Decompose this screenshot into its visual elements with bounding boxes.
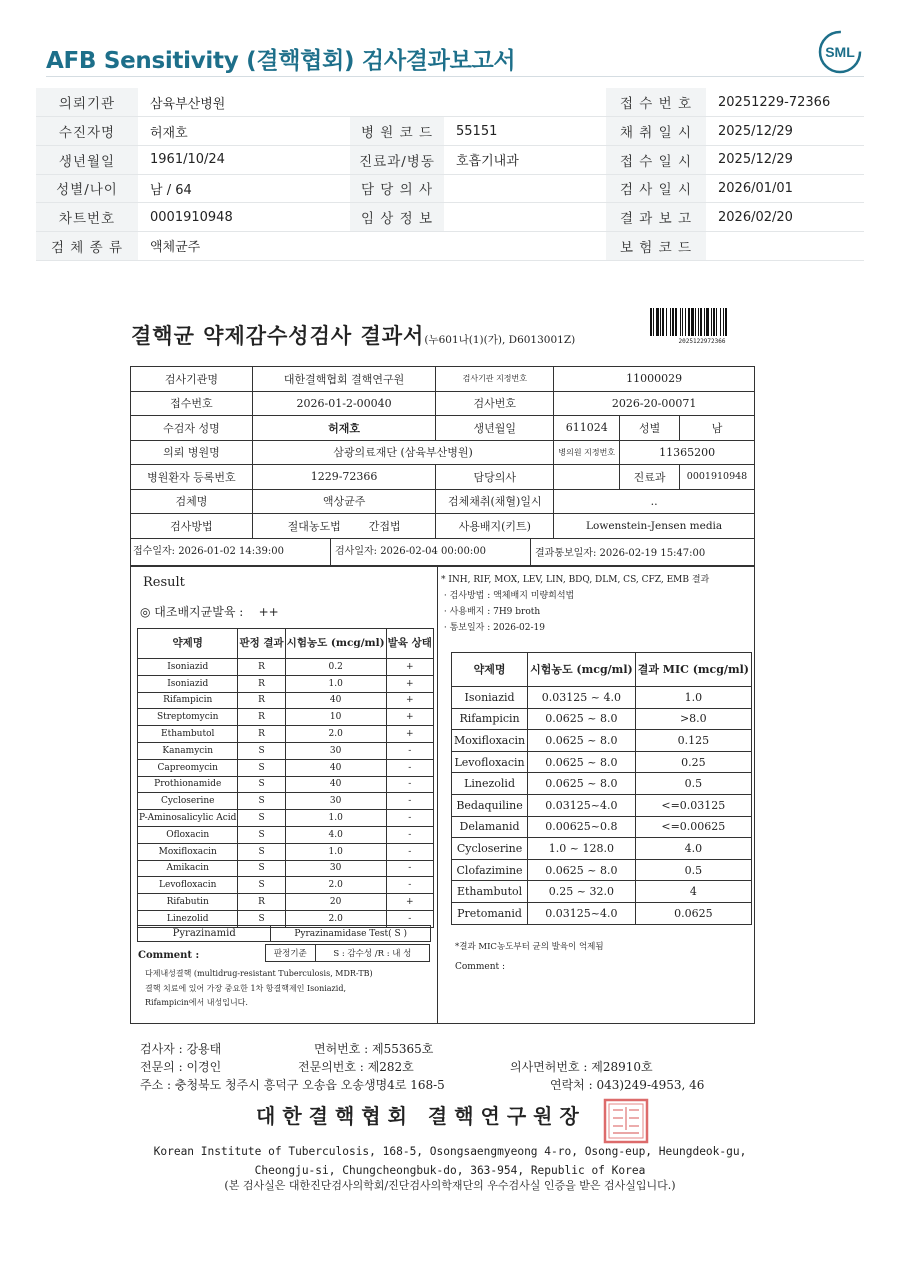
mic-result: 0.25	[635, 751, 751, 773]
medium-label: 사용배지(키트)	[436, 514, 554, 539]
mic-row	[452, 859, 752, 881]
growth-status: -	[386, 826, 433, 843]
mic-row	[452, 816, 752, 838]
mic-range: 0.0625 ~ 8.0	[528, 708, 636, 730]
pyrazinamide-test: Pyrazinamidase Test( S )	[271, 926, 431, 942]
org-code-label: 검사기관 지정번호	[436, 367, 554, 392]
mic-drug: Pretomanid	[452, 902, 528, 924]
barcode-bar	[691, 308, 694, 336]
header-label-l1: 성별/나이	[36, 174, 138, 203]
barcode-bar	[666, 308, 667, 336]
specimen-label: 검체명	[131, 489, 253, 514]
medium: Lowenstein-Jensen media	[554, 514, 755, 539]
judgement: S	[238, 810, 285, 827]
header-label-l3: 접 수 번 호	[606, 88, 706, 117]
mic-result: 0.125	[635, 730, 751, 752]
barcode-bar	[698, 308, 699, 336]
concentration: 2.0	[285, 910, 386, 927]
method	[252, 514, 436, 539]
header-label-l3: 검 사 일 시	[606, 174, 706, 203]
title-divider	[46, 76, 864, 77]
mic-result: 0.0625	[635, 902, 751, 924]
mic-row	[452, 881, 752, 903]
mic-range: 0.25 ~ 32.0	[528, 881, 636, 903]
header-row	[36, 117, 864, 146]
reg: 1229-72366	[252, 465, 436, 490]
mic-result: <=0.03125	[635, 794, 751, 816]
sex: 남	[680, 416, 755, 441]
logo-text: SML	[825, 44, 855, 60]
birth-label: 생년월일	[436, 416, 554, 441]
lt-header-conc: 시험농도 (mcg/ml)	[285, 629, 386, 659]
rt-header-conc: 시험농도 (mcg/ml)	[528, 653, 636, 687]
tested-date: 검사일자: 2026-02-04 00:00:00	[331, 539, 531, 565]
mic-range: 0.03125 ~ 4.0	[528, 687, 636, 709]
drug-name: Ethambutol	[138, 726, 238, 743]
drug-name: Capreomycin	[138, 759, 238, 776]
dept-label: 진료과	[620, 465, 680, 490]
org: 대한결핵협회 결핵연구원	[252, 367, 436, 392]
mic-drug: Ethambutol	[452, 881, 528, 903]
header-value-v1: 0001910948	[138, 203, 350, 232]
judgement: R	[238, 894, 285, 911]
drug-row	[138, 776, 434, 793]
license: 면허번호 : 제55365호	[314, 1042, 434, 1056]
growth-status: -	[386, 910, 433, 927]
growth-status: +	[386, 659, 433, 676]
concentration: 2.0	[285, 726, 386, 743]
header-row	[36, 145, 864, 174]
concentration: 1.0	[285, 810, 386, 827]
mic-result: >8.0	[635, 708, 751, 730]
judgement: S	[238, 826, 285, 843]
header-label-l2: 임 상 정 보	[350, 203, 444, 232]
barcode-bar	[653, 308, 654, 336]
mic-result: <=0.00625	[635, 816, 751, 838]
pyrazinamide-label: Pyrazinamid	[138, 926, 271, 942]
concentration: 40	[285, 776, 386, 793]
mic-row	[452, 751, 752, 773]
header-label-l2	[350, 88, 444, 117]
mic-row	[452, 902, 752, 924]
page-title: AFB Sensitivity (결핵협회) 검사결과보고서	[46, 48, 516, 74]
mic-row	[452, 794, 752, 816]
method2: 간접법	[368, 519, 401, 533]
header-value-v2	[444, 203, 606, 232]
drug-name: Amikacin	[138, 860, 238, 877]
lt-header-drug: 약제명	[138, 629, 238, 659]
barcode-bar	[650, 308, 652, 336]
mic-row	[452, 708, 752, 730]
absolute-concentration-table	[137, 628, 434, 928]
growth-status: +	[386, 709, 433, 726]
concentration: 0.2	[285, 659, 386, 676]
mic-result: 0.5	[635, 773, 751, 795]
growth-status: +	[386, 894, 433, 911]
header-label-l1: 생년월일	[36, 145, 138, 174]
header-value-v3: 20251229-72366	[706, 88, 864, 117]
header-value-v1: 허재호	[138, 117, 350, 146]
english-address-line-1: Korean Institute of Tuberculosis, 168-5, Osongsaengmyeong 4-ro, Osong-eup, Heungdeok-gu,	[153, 1145, 747, 1158]
specialist-number: 전문의번호 : 제282호	[298, 1060, 414, 1074]
concentration: 4.0	[285, 826, 386, 843]
contact: 연락처 : 043)249-4953, 46	[550, 1078, 705, 1092]
hospital-label: 의뢰 병원명	[131, 440, 253, 465]
official-seal	[603, 1098, 649, 1144]
collect: ..	[554, 489, 755, 514]
english-address-line-2: Cheongju-si, Chungcheongbuk-do, 363-954, Republic of Korea	[254, 1164, 646, 1177]
notified-date: 결과통보일자: 2026-02-19 15:47:00	[535, 548, 706, 559]
criteria-box	[265, 944, 430, 962]
drug-name: Linezolid	[138, 910, 238, 927]
barcode-bar	[675, 308, 677, 336]
received-date: 접수일자: 2026-01-02 14:39:00	[131, 539, 331, 565]
mic-drug: Linezolid	[452, 773, 528, 795]
method1: 절대농도법	[287, 519, 341, 533]
barcode-bar	[660, 308, 661, 336]
sml-logo	[818, 30, 862, 74]
specialist: 전문의 : 이경인	[140, 1060, 222, 1074]
hosp-code-label: 병의원 지정번호	[554, 440, 620, 465]
mic-row	[452, 773, 752, 795]
barcode-bar	[713, 308, 715, 336]
mic-drug: Rifampicin	[452, 708, 528, 730]
header-value-v3: 2026/02/20	[706, 203, 864, 232]
mic-range: 0.0625 ~ 8.0	[528, 751, 636, 773]
header-value-v2: 호흡기내과	[444, 145, 606, 174]
drug-name: Isoniazid	[138, 675, 238, 692]
concentration: 10	[285, 709, 386, 726]
method-label: 검사방법	[131, 514, 253, 539]
mic-row	[452, 730, 752, 752]
org-label: 검사기관명	[131, 367, 253, 392]
drug-row	[138, 877, 434, 894]
mic-result: 0.5	[635, 859, 751, 881]
lt-header-judge: 판정 결과	[238, 629, 285, 659]
header-row	[36, 174, 864, 203]
header-value-v1: 액체균주	[138, 231, 350, 260]
concentration: 1.0	[285, 675, 386, 692]
header-value-v2	[444, 174, 606, 203]
judgement: S	[238, 860, 285, 877]
barcode-bar	[670, 308, 671, 336]
doctor	[554, 465, 620, 490]
test-info-table	[130, 366, 755, 566]
drug-row	[138, 759, 434, 776]
mic-range: 0.0625 ~ 8.0	[528, 730, 636, 752]
growth-value: ++	[258, 605, 279, 619]
comment-text: 다제내성결핵 (multidrug-resistant Tuberculosis, MDR-TB) 결핵 치료에 있어 가장 중요한 1차 항결핵제인 Isoniazid, Rifampicin에서 내성입니다.	[145, 969, 373, 1007]
mic-range: 0.03125~4.0	[528, 794, 636, 816]
header-label-l1: 차트번호	[36, 203, 138, 232]
header-value-v3: 2025/12/29	[706, 117, 864, 146]
header-value-v2: 55151	[444, 117, 606, 146]
mic-footnote: *결과 MIC농도부터 균의 발육이 억제됨	[455, 942, 604, 952]
mic-result: 1.0	[635, 687, 751, 709]
barcode-bar	[720, 308, 721, 336]
form-code: (누601나(1)(가), D6013001Z)	[424, 334, 576, 346]
certification-note: (본 검사실은 대한진단검사의학회/진단검사의학재단의 우수검사실 인증을 받은 검사실입니다.)	[224, 1179, 676, 1192]
mic-drug: Cycloserine	[452, 838, 528, 860]
judgement: S	[238, 793, 285, 810]
mic-drug: Bedaquiline	[452, 794, 528, 816]
receipt: 2026-01-2-00040	[252, 391, 436, 416]
barcode-bar	[700, 308, 702, 336]
drug-row	[138, 659, 434, 676]
dept: 0001910948	[680, 465, 755, 490]
judgement: S	[238, 843, 285, 860]
judgement: R	[238, 692, 285, 709]
growth-status: -	[386, 793, 433, 810]
growth-status: +	[386, 692, 433, 709]
test-no: 2026-20-00071	[554, 391, 755, 416]
growth-status: -	[386, 810, 433, 827]
header-label-l1: 수진자명	[36, 117, 138, 146]
lt-header-growth: 발육 상태	[386, 629, 433, 659]
judgement: R	[238, 726, 285, 743]
header-value-v3	[706, 231, 864, 260]
drug-row	[138, 742, 434, 759]
tester: 검사자 : 강용태	[140, 1042, 222, 1056]
mic-drug: Moxifloxacin	[452, 730, 528, 752]
mic-drug: Clofazimine	[452, 859, 528, 881]
header-value-v3: 2025/12/29	[706, 145, 864, 174]
concentration: 30	[285, 742, 386, 759]
header-label-l1: 의뢰기관	[36, 88, 138, 117]
concentration: 40	[285, 692, 386, 709]
judgement: S	[238, 877, 285, 894]
header-value-v1: 남 / 64	[138, 174, 350, 203]
header-label-l2: 진료과/병동	[350, 145, 444, 174]
drug-name: Cycloserine	[138, 793, 238, 810]
barcode-bar	[711, 308, 712, 336]
barcode-bar	[695, 308, 696, 336]
header-row	[36, 231, 864, 260]
judgement: R	[238, 659, 285, 676]
concentration: 1.0	[285, 843, 386, 860]
comment-label: Comment :	[138, 950, 200, 961]
drug-name: Isoniazid	[138, 659, 238, 676]
barcode-bar	[688, 308, 690, 336]
header-label-l1: 검 체 종 류	[36, 231, 138, 260]
drug-name: Kanamycin	[138, 742, 238, 759]
header-label-l2: 병 원 코 드	[350, 117, 444, 146]
drug-row	[138, 810, 434, 827]
org-name: 대한결핵협회 결핵연구원장	[256, 1104, 586, 1128]
mic-comment-label: Comment :	[455, 962, 506, 972]
report-title: 결핵균 약제감수성검사 결과서(누601나(1)(가), D6013001Z)	[131, 323, 576, 348]
barcode-bar	[682, 308, 683, 336]
mic-drug: Levofloxacin	[452, 751, 528, 773]
specimen: 액상균주	[252, 489, 436, 514]
birth: 611024	[554, 416, 620, 441]
drug-row	[138, 692, 434, 709]
sex-label: 성별	[620, 416, 680, 441]
drug-name: P-Aminosalicylic Acid	[138, 810, 238, 827]
judgement: R	[238, 709, 285, 726]
growth-status: -	[386, 860, 433, 877]
mic-notes: * INH, RIF, MOX, LEV, LIN, BDQ, DLM, CS, CFZ, EMB 결과 · 검사방법 : 액체배지 미량희석법 · 사용배지 : 7H9 broth · 통보일자 : 2026-02-19	[441, 575, 710, 633]
mic-range: 0.0625 ~ 8.0	[528, 773, 636, 795]
criteria-label: 판정기준	[266, 945, 316, 962]
barcode-bar	[656, 308, 659, 336]
drug-row	[138, 860, 434, 877]
barcode	[650, 308, 754, 336]
barcode-bar	[680, 308, 681, 336]
mic-range: 0.00625~0.8	[528, 816, 636, 838]
doctor-label: 담당의사	[436, 465, 554, 490]
mic-range: 0.03125~4.0	[528, 902, 636, 924]
judgement: S	[238, 776, 285, 793]
drug-row	[138, 894, 434, 911]
growth-status: -	[386, 776, 433, 793]
judgement: S	[238, 910, 285, 927]
drug-name: Streptomycin	[138, 709, 238, 726]
hosp-code: 11365200	[620, 440, 755, 465]
concentration: 40	[285, 759, 386, 776]
result-label: Result	[143, 575, 185, 590]
drug-name: Levofloxacin	[138, 877, 238, 894]
judgement: S	[238, 759, 285, 776]
judgement: R	[238, 675, 285, 692]
barcode-number: 2025122972366	[678, 338, 726, 345]
english-address	[0, 1142, 900, 1180]
drug-name: Ofloxacin	[138, 826, 238, 843]
test-no-label: 검사번호	[436, 391, 554, 416]
drug-name: Rifabutin	[138, 894, 238, 911]
header-value-v2	[444, 88, 606, 117]
patient-info-table	[36, 88, 864, 261]
barcode-bar	[672, 308, 674, 336]
org-code: 11000029	[554, 367, 755, 392]
hospital: 삼광의료재단 (삼육부산병원)	[252, 440, 553, 465]
rt-header-drug: 약제명	[452, 653, 528, 687]
reg-label: 병원환자 등록번호	[131, 465, 253, 490]
results-divider	[437, 566, 438, 1024]
mic-result: 4	[635, 881, 751, 903]
criteria: S : 감수성 /R : 내 성	[315, 945, 429, 962]
header-value-v3: 2026/01/01	[706, 174, 864, 203]
mic-range: 0.0625 ~ 8.0	[528, 859, 636, 881]
mic-range: 1.0 ~ 128.0	[528, 838, 636, 860]
patient: 허재호	[252, 416, 436, 441]
mic-drug: Delamanid	[452, 816, 528, 838]
drug-row	[138, 826, 434, 843]
barcode-bar	[716, 308, 717, 336]
drug-name: Rifampicin	[138, 692, 238, 709]
receipt-label: 접수번호	[131, 391, 253, 416]
drug-row	[138, 793, 434, 810]
growth-status: +	[386, 675, 433, 692]
growth-status: -	[386, 877, 433, 894]
drug-row	[138, 675, 434, 692]
drug-row	[138, 709, 434, 726]
header-value-v1: 삼육부산병원	[138, 88, 350, 117]
barcode-bar	[706, 308, 709, 336]
concentration: 30	[285, 860, 386, 877]
header-value-v1: 1961/10/24	[138, 145, 350, 174]
mic-row	[452, 687, 752, 709]
rt-header-mic: 결과 MIC (mcg/ml)	[635, 653, 751, 687]
growth-status: +	[386, 726, 433, 743]
concentration: 20	[285, 894, 386, 911]
pyrazinamide-row	[137, 925, 431, 942]
barcode-bar	[725, 308, 727, 336]
header-label-l2: 담 당 의 사	[350, 174, 444, 203]
header-value-v2	[444, 231, 606, 260]
patient-label: 수검자 성명	[131, 416, 253, 441]
collect-label: 검체채취(채혈)일시	[436, 489, 554, 514]
drug-name: Moxifloxacin	[138, 843, 238, 860]
growth-status: -	[386, 759, 433, 776]
mic-table	[451, 652, 752, 925]
mic-result: 4.0	[635, 838, 751, 860]
mic-row	[452, 838, 752, 860]
growth-status: -	[386, 843, 433, 860]
header-label-l3: 채 취 일 시	[606, 117, 706, 146]
header-row	[36, 88, 864, 117]
control-growth: ◎ 대조배지균발육 : ++	[140, 605, 279, 619]
judgement: S	[238, 742, 285, 759]
header-label-l3: 접 수 일 시	[606, 145, 706, 174]
mic-drug: Isoniazid	[452, 687, 528, 709]
barcode-bar	[662, 308, 664, 336]
drug-row	[138, 843, 434, 860]
growth-status: -	[386, 742, 433, 759]
header-label-l3: 결 과 보 고	[606, 203, 706, 232]
address: 주소 : 충청북도 청주시 흥덕구 오송읍 오송생명4로 168-5	[140, 1078, 445, 1092]
drug-name: Prothionamide	[138, 776, 238, 793]
barcode-bar	[704, 308, 705, 336]
barcode-bar	[685, 308, 686, 336]
header-label-l2	[350, 231, 444, 260]
concentration: 2.0	[285, 877, 386, 894]
barcode-bar	[723, 308, 724, 336]
doctor-license: 의사면허번호 : 제28910호	[510, 1060, 653, 1074]
header-row	[36, 203, 864, 232]
concentration: 30	[285, 793, 386, 810]
drug-row	[138, 726, 434, 743]
header-label-l3: 보 험 코 드	[606, 231, 706, 260]
